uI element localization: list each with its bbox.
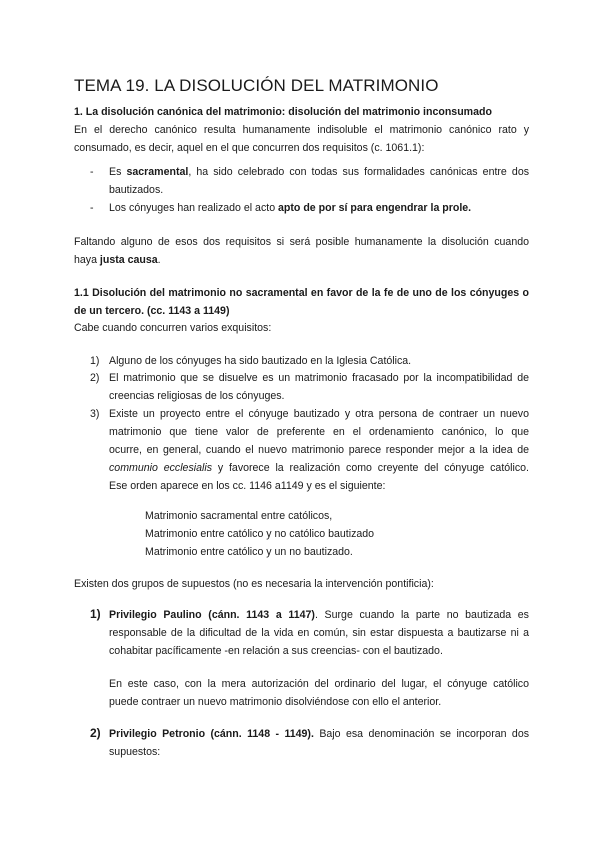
list-item-3-line-1: Existe un proyecto entre el cónyuge bautizado y otra persona de contraer un nuevo (109, 408, 529, 420)
s1-paragraph-line-1: En el derecho canónico resulta humanamente indisoluble el matrimonio canónico rato y (74, 124, 529, 136)
bullet-sacramental-line-2: bautizados. (109, 184, 164, 196)
s11-intro: Cabe cuando concurren varios exquisitos: (74, 322, 272, 334)
paragraph-text: haya (74, 254, 100, 266)
list-item-3-line-4 (109, 462, 529, 475)
s1-paragraph-line-2: consumado, es decir, aquel en el que concurren dos requisitos (c. 1061.1): (74, 142, 425, 154)
bullet-text: Es (109, 166, 127, 178)
bullet-sacramental-line-1 (109, 166, 529, 179)
list-number: 1) (90, 355, 100, 367)
section-1-1-heading-line-2: de un tercero. (cc. 1143 a 1149) (74, 305, 230, 317)
privilege-text: Bajo esa denominación se incorporan dos (313, 728, 530, 740)
order-line-3: Matrimonio entre católico y un no bautizado. (145, 546, 353, 558)
privilegio-paulino-line-3: cohabitar pacíficamente -en relación a sus creencias- con el bautizado. (109, 645, 443, 657)
order-line-1: Matrimonio sacramental entre católicos, (145, 510, 333, 522)
bullet-text: Los cónyuges han realizado el acto (109, 202, 279, 214)
list-item-2-line-2: creencias religiosas de los cónyuges. (109, 390, 285, 402)
list-item-2-line-1: El matrimonio que se disuelve es un matrimonio fracasado por la incompatibilidad de (109, 372, 529, 384)
privilegio-paulino-line-2: responsable de la dificultad de la vida en común, sin estar dispuesta a bautizarse ni a (109, 627, 529, 639)
paragraph-text: . (157, 254, 161, 266)
paragraph-bold-text: justa causa (99, 254, 158, 266)
bullet-acto-apto (109, 202, 471, 215)
privilege-number: 1) (90, 607, 101, 621)
list-item-3-line-3: ocurre, en general, cuando el nuevo matrimonio parece responder mejor a la idea de (109, 444, 529, 456)
privilegio-paulino-para-2-line-1: En este caso, con la mera autorización del ordinario del lugar, el cónyuge católico (109, 678, 529, 690)
italic-term: communio ecclesialis (109, 462, 212, 474)
list-text: y favorece la realización como creyente del cónyuge católico. (212, 462, 529, 474)
privilegio-paulino-line-1 (109, 609, 529, 622)
privilege-bold-text: Privilegio Paulino (cánn. 1143 a 1147) (109, 609, 315, 621)
s1-paragraph-2-line-2 (74, 254, 161, 267)
privilege-text: . Surge cuando la parte no bautizada es (314, 609, 529, 621)
bullet-bold-text: sacramental (126, 166, 189, 178)
groups-intro: Existen dos grupos de supuestos (no es necesaria la intervención pontificia): (74, 578, 434, 590)
list-number: 3) (90, 408, 100, 420)
list-item-3-line-5: Ese orden aparece en los cc. 1146 a1149 y es el siguiente: (109, 480, 386, 492)
bullet-text: , ha sido celebrado con todas sus formalidades canónicas entre dos (188, 166, 530, 178)
privilegio-petronio-line-2: supuestos: (109, 746, 161, 758)
privilegio-paulino-para-2-line-2: puede contraer un nuevo matrimonio disolviéndose con ello el anterior. (109, 696, 442, 708)
list-number: 2) (90, 372, 100, 384)
bullet-bold-text: apto de por sí para engendrar la prole. (278, 202, 472, 214)
list-item-3-line-2: matrimonio que tiene valor de preferente en el ordenamiento canónico, lo que (109, 426, 529, 438)
section-1-1-heading-line-1: 1.1 Disolución del matrimonio no sacramental en favor de la fe de uno de los cónyuges o (74, 287, 529, 299)
dash-marker: - (90, 166, 94, 178)
section-1-heading: 1. La disolución canónica del matrimonio: disolución del matrimonio inconsumado (74, 106, 492, 118)
page-title: TEMA 19. LA DISOLUCIÓN DEL MATRIMONIO (74, 76, 439, 95)
order-line-2: Matrimonio entre católico y no católico bautizado (145, 528, 375, 540)
s1-paragraph-2-line-1: Faltando alguno de esos dos requisitos si será posible humanamente la disolución cuando (74, 236, 529, 248)
dash-marker: - (90, 202, 94, 214)
privilegio-petronio-line-1 (109, 728, 529, 741)
privilege-bold-text: Privilegio Petronio (cánn. 1148 - 1149). (109, 728, 314, 740)
list-item-1: Alguno de los cónyuges ha sido bautizado en la Iglesia Católica. (109, 355, 412, 367)
privilege-number: 2) (90, 726, 101, 740)
